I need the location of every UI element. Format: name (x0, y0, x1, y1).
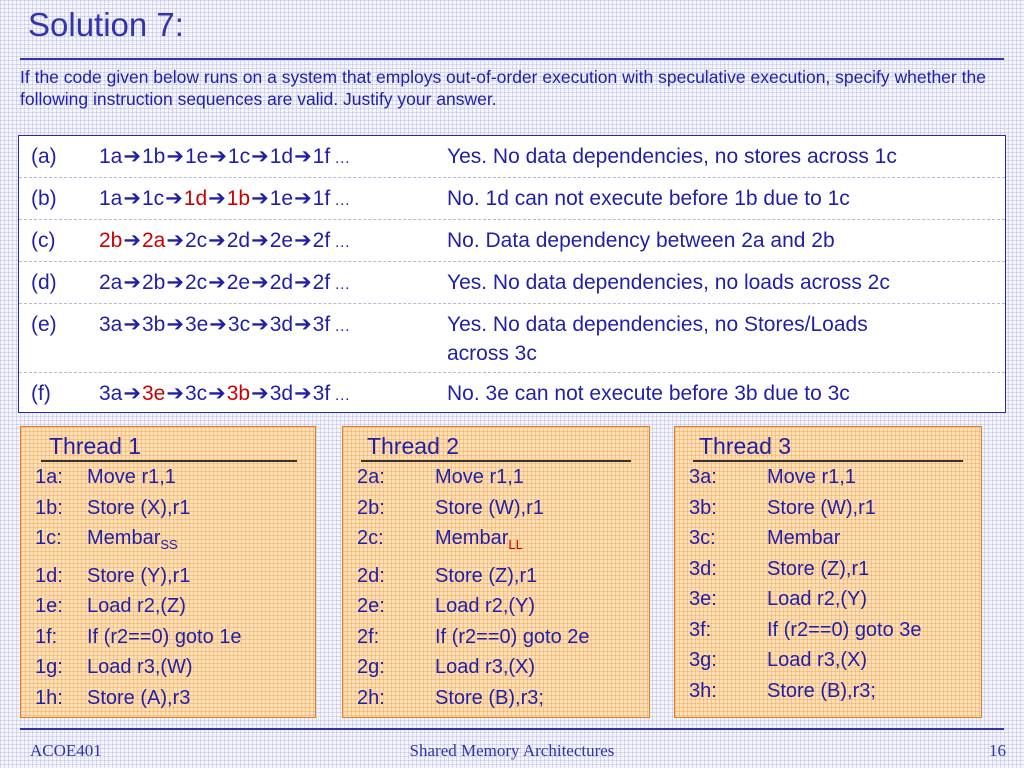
membar-subscript: LL (508, 537, 523, 552)
arrow-right-icon: ➔ (294, 271, 312, 294)
thread-title: Thread 1 (41, 432, 297, 462)
code-line (21, 683, 315, 714)
code-label: 3d: (689, 557, 717, 580)
sequence-step: 1b (141, 145, 166, 168)
instruction-sequence (99, 268, 447, 299)
code-label: 1d: (35, 564, 63, 587)
question-label: (a) (31, 145, 57, 168)
arrow-right-icon: ➔ (209, 145, 227, 168)
code-instruction: Load r2,(Y) (435, 595, 536, 617)
ellipsis: … (334, 387, 351, 404)
code-text (435, 652, 535, 683)
code-instruction: Load r3,(X) (767, 649, 868, 671)
code-label: 1f: (35, 625, 58, 648)
code-line (675, 645, 981, 676)
code-line (675, 554, 981, 585)
answer-row (19, 304, 1005, 373)
code-label: 3a: (689, 466, 717, 488)
sequence-step: 1b (226, 187, 251, 210)
code-label: 1a: (35, 466, 63, 488)
code-line (343, 652, 649, 683)
code-instruction: Membar (767, 527, 841, 549)
code-text (87, 561, 190, 592)
code-instruction: Load r2,(Z) (87, 595, 186, 617)
question-label: (e) (31, 313, 57, 336)
sequence-step: 2d (226, 229, 251, 252)
sequence-step: 3b (141, 313, 166, 336)
sequence-step: 3f (312, 382, 331, 405)
code-instruction: Store (Y),r1 (87, 564, 191, 587)
sequence-step: 3f (312, 313, 331, 336)
code-text (767, 462, 856, 493)
code-label: 3b: (689, 496, 717, 519)
code-label: 2a: (357, 466, 385, 488)
arrow-right-icon: ➔ (208, 382, 226, 405)
code-line (343, 622, 649, 653)
sequence-step: 1d (269, 145, 294, 168)
code-instruction: Move r1,1 (435, 466, 524, 488)
code-instruction: Store (Z),r1 (767, 557, 870, 580)
sequence-step: 1a (99, 187, 123, 210)
code-label: 3c: (689, 527, 716, 549)
ellipsis: … (334, 192, 351, 209)
sequence-step: 1c (141, 187, 165, 210)
code-line (343, 683, 649, 714)
sequence-step: 3d (269, 382, 294, 405)
footer-course: ACOE401 (30, 741, 102, 760)
code-instruction: Load r3,(X) (435, 656, 536, 678)
answers-table (18, 135, 1006, 413)
sequence-step: 2e (269, 229, 294, 252)
arrow-right-icon: ➔ (294, 382, 312, 405)
code-label: 1h: (35, 686, 63, 709)
code-instruction: Move r1,1 (767, 466, 856, 488)
answer-line: No. Data dependency between 2a and 2b (447, 229, 835, 252)
sequence-step: 2c (184, 229, 208, 252)
sequence-step: 2f (312, 229, 331, 252)
ellipsis: … (334, 276, 351, 293)
thread-3-box (674, 426, 982, 718)
answer-text (447, 379, 1005, 410)
code-label: 2c: (357, 527, 384, 549)
answer-row (19, 178, 1005, 220)
instruction-sequence (99, 142, 447, 173)
ellipsis: … (334, 234, 351, 251)
arrow-right-icon: ➔ (294, 145, 312, 168)
arrow-right-icon: ➔ (294, 313, 312, 336)
code-text (767, 676, 876, 707)
sequence-step: 3a (99, 382, 123, 405)
sequence-step: 3b (226, 382, 251, 405)
sequence-step: 2b (141, 271, 166, 294)
code-instruction: Store (Z),r1 (435, 564, 538, 587)
code-text (87, 652, 193, 683)
code-instruction: Membar (87, 527, 161, 549)
answer-row (19, 220, 1005, 262)
code-line (21, 561, 315, 592)
code-text (435, 462, 524, 493)
answer-row (19, 136, 1005, 178)
arrow-right-icon: ➔ (294, 187, 312, 210)
sequence-step: 2b (99, 229, 123, 252)
code-text (767, 554, 869, 585)
code-line (21, 462, 315, 493)
code-text (767, 615, 922, 646)
code-instruction: If (r2==0) goto 1e (87, 625, 242, 648)
sequence-step: 3e (184, 313, 209, 336)
membar-subscript: SS (160, 537, 178, 552)
arrow-right-icon: ➔ (166, 382, 184, 405)
sequence-step: 2c (184, 271, 208, 294)
sequence-step: 2a (99, 271, 123, 294)
code-text (87, 462, 176, 493)
intro-text: If the code given below runs on a system that employs out-of-order execution with speculative execution, specify whether the following instruction sequences are valid. Justify your answer. (20, 67, 986, 109)
arrow-right-icon: ➔ (123, 382, 141, 405)
sequence-step: 1e (269, 187, 294, 210)
footer-topic: Shared Memory Architectures (409, 741, 615, 760)
arrow-right-icon: ➔ (209, 313, 227, 336)
arrow-right-icon: ➔ (123, 145, 141, 168)
ellipsis: … (334, 318, 351, 335)
code-instruction: If (r2==0) goto 2e (435, 625, 590, 648)
arrow-right-icon: ➔ (294, 229, 312, 252)
question-label: (d) (31, 271, 57, 294)
code-text (87, 622, 242, 653)
sequence-step: 1d (183, 187, 208, 210)
answer-text (447, 268, 1005, 299)
code-instruction: If (r2==0) goto 3e (767, 618, 922, 641)
sequence-step: 3c (184, 382, 208, 405)
code-line (21, 493, 315, 524)
code-label: 2f: (357, 625, 380, 648)
arrow-right-icon: ➔ (166, 271, 184, 294)
question-label: (b) (31, 187, 57, 210)
sequence-step: 2e (226, 271, 251, 294)
arrow-right-icon: ➔ (251, 229, 269, 252)
arrow-right-icon: ➔ (251, 313, 269, 336)
code-label: 1e: (35, 595, 63, 617)
instruction-sequence (99, 184, 447, 215)
code-line (21, 591, 315, 622)
code-instruction: Store (A),r3 (87, 686, 191, 709)
code-line (675, 676, 981, 707)
sequence-step: 2d (269, 271, 294, 294)
code-instruction: Store (W),r1 (435, 496, 544, 519)
answer-line: No. 3e can not execute before 3b due to 3c (447, 382, 850, 405)
code-line (21, 622, 315, 653)
thread-1-box (20, 426, 316, 718)
code-text (435, 683, 544, 714)
sequence-step: 3d (269, 313, 294, 336)
sequence-step: 3a (99, 313, 123, 336)
arrow-right-icon: ➔ (165, 187, 183, 210)
code-label: 1b: (35, 496, 63, 519)
answer-line: Yes. No data dependencies, no loads across 2c (447, 271, 890, 294)
sequence-step: 2a (141, 229, 166, 252)
answer-line: No. 1d can not execute before 1b due to 1c (447, 187, 850, 210)
answer-text (447, 310, 1005, 368)
arrow-right-icon: ➔ (123, 313, 141, 336)
code-label: 1g: (35, 656, 63, 678)
arrow-right-icon: ➔ (208, 229, 226, 252)
answer-text (447, 142, 1005, 173)
code-text (87, 591, 186, 622)
arrow-right-icon: ➔ (251, 187, 269, 210)
code-label: 2h: (357, 686, 385, 709)
arrow-right-icon: ➔ (251, 145, 269, 168)
code-label: 3h: (689, 679, 717, 702)
sequence-step: 1f (312, 145, 331, 168)
thread-title: Thread 2 (361, 432, 631, 462)
answer-row (19, 262, 1005, 304)
answer-row (19, 373, 1005, 414)
code-text (767, 584, 867, 615)
answer-line: across 3c (447, 342, 537, 365)
sequence-step: 1c (227, 145, 251, 168)
code-line (675, 493, 981, 524)
code-line (343, 561, 649, 592)
code-text (435, 591, 535, 622)
instruction-sequence (99, 379, 447, 410)
code-label: 3g: (689, 649, 717, 671)
code-instruction: Move r1,1 (87, 466, 176, 488)
code-label: 2e: (357, 595, 385, 617)
code-label: 2d: (357, 564, 385, 587)
code-line (675, 615, 981, 646)
thread-title: Thread 3 (693, 432, 963, 462)
code-text (87, 523, 178, 561)
sequence-step: 3e (141, 382, 166, 405)
code-line (343, 523, 649, 561)
instruction-sequence (99, 310, 447, 368)
code-text (767, 645, 867, 676)
instruction-sequence (99, 226, 447, 257)
code-line (675, 462, 981, 493)
code-line (343, 462, 649, 493)
thread-2-box (342, 426, 650, 718)
arrow-right-icon: ➔ (166, 313, 184, 336)
answer-text (447, 226, 1005, 257)
sequence-step: 1e (184, 145, 209, 168)
code-instruction: Load r3,(W) (87, 656, 193, 678)
arrow-right-icon: ➔ (251, 382, 269, 405)
code-line (675, 523, 981, 554)
arrow-right-icon: ➔ (123, 187, 141, 210)
arrow-right-icon: ➔ (123, 271, 141, 294)
footer-divider (20, 728, 1004, 730)
code-label: 3f: (689, 618, 712, 641)
code-text (767, 523, 840, 554)
answer-text (447, 184, 1005, 215)
code-instruction: Membar (435, 527, 509, 549)
sequence-step: 3c (227, 313, 251, 336)
ellipsis: … (334, 150, 351, 167)
code-instruction: Store (X),r1 (87, 496, 191, 519)
sequence-step: 2f (312, 271, 331, 294)
code-text (435, 523, 523, 561)
code-line (21, 523, 315, 561)
code-line (675, 584, 981, 615)
arrow-right-icon: ➔ (208, 187, 226, 210)
arrow-right-icon: ➔ (166, 229, 184, 252)
code-text (435, 561, 537, 592)
title-divider (20, 58, 1004, 60)
code-text (435, 493, 544, 524)
code-text (87, 683, 190, 714)
code-instruction: Store (B),r3; (767, 679, 876, 702)
code-instruction: Store (B),r3; (435, 686, 544, 709)
code-instruction: Load r2,(Y) (767, 588, 868, 610)
code-instruction: Store (W),r1 (767, 496, 876, 519)
answer-line: Yes. No data dependencies, no Stores/Loads (447, 313, 868, 336)
answer-line: Yes. No data dependencies, no stores across 1c (447, 145, 897, 168)
code-text (767, 493, 876, 524)
arrow-right-icon: ➔ (123, 229, 141, 252)
code-line (343, 493, 649, 524)
code-text (87, 493, 190, 524)
sequence-step: 1a (99, 145, 123, 168)
code-label: 2g: (357, 656, 385, 678)
question-label: (c) (31, 229, 56, 252)
code-line (21, 652, 315, 683)
arrow-right-icon: ➔ (208, 271, 226, 294)
code-text (435, 622, 590, 653)
code-label: 3e: (689, 588, 717, 610)
arrow-right-icon: ➔ (166, 145, 184, 168)
arrow-right-icon: ➔ (251, 271, 269, 294)
code-label: 1c: (35, 527, 62, 549)
code-label: 2b: (357, 496, 385, 519)
footer-page-number: 16 (989, 741, 1006, 760)
question-label: (f) (31, 382, 51, 405)
slide-title: Solution 7: (28, 6, 184, 43)
code-line (343, 591, 649, 622)
sequence-step: 1f (312, 187, 331, 210)
